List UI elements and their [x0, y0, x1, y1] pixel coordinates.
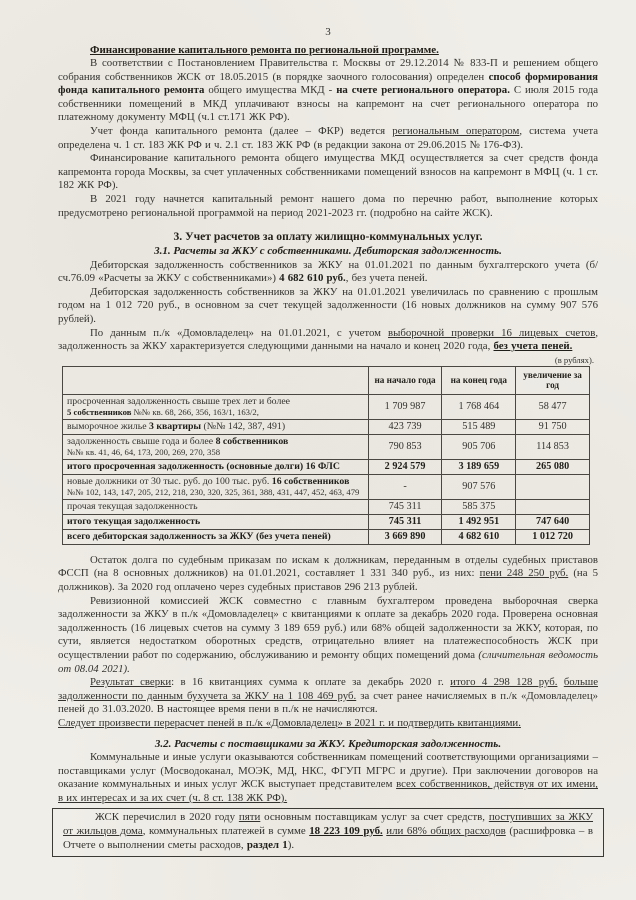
page-number: 3	[325, 26, 331, 38]
table-row-total-overdue	[63, 459, 590, 474]
paragraph-utility-providers: Коммунальные и иные услуги оказываются собственникам помещений соответствующими организациями – поставщиками услуг (Мосводоканал, МОЭК, МД, НКС, ФГУП МГРС и другие). При заключении договоров на оказание коммунальных и иных услуг ЖСК выступает представителем всех собственников, действуя от их имени, в их интересах и за их счет (ч. 8 ст. 138 ЖК РФ).	[58, 751, 598, 804]
header-year-start: на начало года	[368, 366, 442, 394]
value-end: 515 489	[442, 419, 516, 434]
row-label: просроченная задолженность свыше трех лет и более	[67, 395, 291, 407]
row-sublabel: №№ кв. 41, 46, 64, 173, 200, 269, 270, 358	[67, 447, 221, 458]
boxed-payments-summary	[52, 808, 604, 857]
row-label: итого текущая задолженность	[67, 516, 201, 528]
table-row-total-current	[63, 514, 590, 529]
row-label: выморочное жилье 3 квартиры (№№ 142, 387, 491)	[67, 421, 286, 433]
paragraph-resolution-833p: В соответствии с Постановлением Правительства г. Москвы от 29.12.2014 № 833-П и решением общего собрания собственников ЖСК от 18.05.2015 (в порядке заочного голосования) определен способ формирования фонда капитального ремонта общего имущества МКД - на счете регионального оператора. С июля 2015 года собственники помещений в МКД уплачивают взносы на капремонт на счет регионального оператора по платежному документу МФЦ (ч.1 ст.171 ЖК РФ).	[58, 57, 599, 124]
heading-section-3-1: 3.1. Расчеты за ЖКУ с собственниками. Дебиторская задолженность.	[154, 245, 502, 258]
row-label: всего дебиторская задолженность за ЖКУ (без учета пеней)	[67, 531, 331, 543]
row-sublabel: 5 собственников №№ кв. 68, 266, 356, 163/1, 163/2,	[67, 407, 259, 418]
value-delta: 1 012 720	[516, 529, 590, 544]
table-row-overdue-1year	[63, 434, 590, 459]
row-label: новые должники от 30 тыс. руб. до 100 тыс. руб. 16 собственников	[67, 475, 350, 487]
heading-section-3-2: 3.2. Расчеты с поставщиками за ЖКУ. Кредиторская задолженность.	[154, 737, 502, 750]
header-year-delta: увеличение за год	[516, 366, 590, 394]
table-unit-note: (в рублях).	[554, 354, 594, 365]
value-delta: 114 853	[516, 434, 590, 459]
value-end: 1 768 464	[442, 394, 516, 419]
value-start: 790 853	[368, 434, 442, 459]
value-start: -	[368, 474, 442, 499]
row-label: итого просроченная задолженность (основные долги) 16 ФЛС	[67, 461, 340, 473]
paragraph-repair-2021: В 2021 году начнется капитальный ремонт нашего дома по перечню работ, выполнение которых предусмотрено региональной программой на период 2021-2023 гг. (подробно на сайте ЖСК).	[58, 192, 598, 219]
header-empty	[63, 366, 369, 394]
table-row-grand-total	[63, 529, 590, 544]
paragraph-audit-reconciliation: Ревизионной комиссией ЖСК совместно с главным бухгалтером проведена выборочная сверка задолженности за ЖКУ в п./к «Домовладелец» с квитанциями к оплате за декабрь 2020 года. Проверена основная задолженность (16 лицевых счетов на сумму 3 189 659 руб.) или 68% общей задолженности за ЖКУ, которая, по сути, является недостатком оборотных средств, отрицательно влияет на платежеспособность ЖСК при осуществлении работ по содержанию, обслуживанию и ремонту общих помещений дома (сличительная ведомость от 08.04 2021).	[58, 594, 598, 675]
row-sublabel: №№ 102, 143, 147, 205, 212, 218, 230, 320, 325, 361, 388, 431, 447, 452, 463, 479	[67, 487, 360, 498]
value-start: 423 739	[368, 419, 442, 434]
paragraph-receivables-total: Дебиторская задолженность собственников за ЖКУ на 01.01.2021 по данным бухгалтерского учета (б/сч.76.09 «Расчеты за ЖКУ с собственниками») 4 682 610 руб., без учета пеней.	[58, 258, 598, 285]
heading-capital-repair-financing: Финансирование капитального ремонта по региональной программе.	[90, 44, 439, 56]
paragraph-fkr-accounting: Учет фонда капитального ремонта (далее – ФКР) ведется региональным оператором, система учета определена ч. 1 ст. 183 ЖК РФ и ч. 2.1 ст. 183 ЖК РФ (в редакции закона от 29.06.2015 № 176-ФЗ).	[58, 124, 598, 151]
value-delta: 58 477	[516, 394, 590, 419]
table-row-overdue-3years	[63, 394, 590, 419]
paragraph-financing-source: Финансирование капитального ремонта общего имущества МКД осуществляется за счет средств фонда капремонта города Москвы, за счет уплаченных собственниками помещений взносов на капремонт в МФЦ (ч. 1 ст. 182 ЖК РФ).	[58, 152, 598, 192]
paragraph-domovladelets-data: По данным п./к «Домовладелец» на 01.01.2021, с учетом выборочной проверки 16 лицевых счетов, задолженность за ЖКУ характеризуется следующими данными на начало и конец 2020 года, без учета пеней.	[58, 326, 599, 353]
value-start: 745 311	[368, 514, 442, 529]
value-delta: 265 080	[516, 459, 590, 474]
table-row-escheat-housing	[63, 419, 590, 434]
value-end: 585 375	[442, 499, 516, 514]
value-start: 3 669 890	[368, 529, 442, 544]
value-start: 745 311	[368, 499, 442, 514]
table-row-new-debtors	[63, 474, 590, 499]
paragraph-reconciliation-result: Результат сверки: в 16 квитанциях сумма к оплате за декабрь 2020 г. итого 4 298 128 руб. больше задолженности по данным бухучета за ЖКУ на 1 108 469 руб. за счет ранее начисляемых в п./к «Домовладелец» пеней до 31.03.2020. В настоящее время пени в п./к не начисляются.	[58, 676, 598, 716]
value-start: 1 709 987	[368, 394, 442, 419]
value-end: 3 189 659	[442, 459, 516, 474]
value-delta	[516, 474, 590, 499]
row-label: прочая текущая задолженность	[67, 501, 198, 513]
value-end: 907 576	[442, 474, 516, 499]
paragraph-receivables-increase: Дебиторская задолженность собственников за ЖКУ на 01.01.2021 увеличилась по сравнению с прошлым годом на 1 012 720 руб., в основном за счет текущей задолженности (16 новых должников на сумму 907 576 рублей).	[58, 285, 598, 325]
value-start: 2 924 579	[368, 459, 442, 474]
paragraph-payments-to-providers: ЖСК перечислил в 2020 году пяти основным поставщикам услуг за счет средств, поступивших за ЖКУ от жильцов дома, коммунальных платежей в сумме 18 223 109 руб. или 68% общих расходов (расшифровка – в Отчете о выполнении сметы расходов, раздел 1).	[63, 811, 594, 851]
paragraph-recalculate-penalties: Следует произвести перерасчет пеней в п./к «Домовладелец» в 2021 г. и подтвердить квитанциями.	[58, 716, 521, 729]
table-row-other-current	[63, 499, 590, 514]
debt-table-header-row	[63, 366, 590, 394]
value-delta	[516, 499, 590, 514]
value-end: 1 492 951	[442, 514, 516, 529]
value-delta: 747 640	[516, 514, 590, 529]
heading-section-3: 3. Учет расчетов за оплату жилищно-коммунальных услуг.	[173, 230, 483, 244]
value-end: 905 706	[442, 434, 516, 459]
value-end: 4 682 610	[442, 529, 516, 544]
debt-table	[62, 366, 590, 545]
row-label: задолженность свыше года и более 8 собственников	[67, 435, 289, 447]
header-year-end: на конец года	[442, 366, 516, 394]
value-delta: 91 750	[516, 419, 590, 434]
paragraph-court-orders: Остаток долга по судебным приказам по искам к должникам, переданным в отделы судебных приставов ФССП (на 8 основных должников) на 01.01.2021, составляет 1 331 340 руб., из них: пени 248 250 руб. (на 5 должников). За 2020 год оплачено через судебных приставов 296 213 рублей.	[58, 553, 598, 593]
